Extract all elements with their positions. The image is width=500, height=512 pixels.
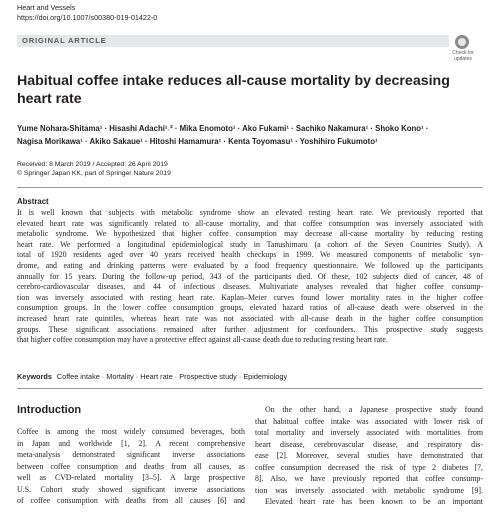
intro-right-line: total mortality and inversely associated with mortalities from xyxy=(255,428,483,437)
keywords-label: Keywords xyxy=(17,372,52,381)
check-for-updates-badge[interactable] xyxy=(450,35,476,62)
abstract-line: groups. These significant associations remained after further adjustment for confounders. This prospective study suggests xyxy=(17,324,483,334)
authors-line-2[interactable]: Nagisa Morikawa¹ · Akiko Sakaue¹ · Hitoshi Hamamura¹ · Kenta Toyomasu¹ · Yoshihiro Fukumoto¹ xyxy=(17,137,378,146)
publication-dates xyxy=(17,160,171,178)
abstract-line: annually for 15 years. During the follow-up period, 343 of the participants died. Of these, 102 subjects died of cancer, 48 of xyxy=(17,271,483,281)
intro-right-line: heart disease, cerebrovascular disease, and respiratory dis- xyxy=(255,439,483,449)
intro-right-line: 8]. Also, we have previously reported that coffee consump- xyxy=(255,474,483,483)
abstract-line: that higher coffee consumption may have a protective effect against all-cause death due to reducing resting heart rate. xyxy=(17,335,388,345)
abstract-line: metabolic syndrome. We hypothesized that higher coffee consumption may decrease all-cause mortality by reducing resting xyxy=(17,229,483,239)
author-list xyxy=(17,122,487,148)
intro-right-line: On the other hand, a Japanese prospective study found xyxy=(265,405,483,414)
intro-right-column xyxy=(255,404,483,508)
doi-link[interactable]: https://doi.org/10.1007/s00380-019-01422-0 xyxy=(17,13,158,22)
badge-line1: Check for xyxy=(452,50,474,56)
intro-left-line: in Japan and worldwide [1, 2]. A recent comprehensive xyxy=(17,438,245,448)
authors-line-1[interactable]: Yume Nohara-Shitama¹ · Hisashi Adachi¹˒² · Mika Enomoto¹ · Ako Fukami¹ · Sachiko Nakamura¹ · Shoko Kono¹ · xyxy=(17,124,429,133)
journal-name: Heart and Vessels xyxy=(17,3,76,12)
article-type-banner xyxy=(17,35,449,47)
abstract-heading: Abstract xyxy=(17,197,49,206)
divider-top xyxy=(17,187,483,188)
keywords-text: Coffee intake · Mortality · Heart rate · Prospective study · Epidemiology xyxy=(56,372,288,381)
article-title: Habitual coffee intake reduces all-cause mortality by decreasing heart rate xyxy=(17,73,450,107)
intro-right-line: Elevated heart rate has been known to be an important xyxy=(265,497,483,506)
intro-left-line: well as CVD-related mortality [3–5]. A large prospective xyxy=(17,473,245,482)
abstract-line: tion was inversely associated with resting heart rate. Kaplan–Meier curves found lower mortality rates in the higher coffee xyxy=(17,292,483,302)
intro-right-line: coffee consumption decreased the risk of type 2 diabetes [7, xyxy=(255,462,483,472)
abstract-line: heart rate. We performed a longitudinal epidemiological study in Tanushimaru (a cohort of the Seven Countries Study). A xyxy=(17,239,483,249)
abstract-line: It is well known that subjects with metabolic syndrome show an elevated resting heart rate. We previously reported that xyxy=(17,208,483,217)
intro-left-line: between coffee consumption and deaths from all causes, as xyxy=(17,461,245,471)
keywords xyxy=(17,372,287,381)
abstract-line: increased heart rate quintiles, whereas heart rate was not associated with all-cause death in the higher coffee consumption xyxy=(17,313,483,323)
divider-bottom xyxy=(17,388,483,389)
abstract-line: elevated heart rate was significantly related to all-cause mortality, and that coffee consumption was inversely associated with xyxy=(17,218,483,228)
introduction-heading: Introduction xyxy=(17,404,82,416)
abstract-line: total of 1920 residents aged over 40 years received health checkups in 1999. We measured components of metabolic syn- xyxy=(17,250,483,260)
intro-left-line: U.S. Cohort study showed significant inverse associations xyxy=(17,484,245,494)
intro-left-line: Coffee is among the most widely consumed beverages, both xyxy=(17,427,245,436)
copyright-notice: © Springer Japan KK, part of Springer Nature 2019 xyxy=(17,170,171,177)
intro-right-line: that habitual coffee intake was associated with lower risk of xyxy=(255,416,483,426)
article-type-label: ORIGINAL ARTICLE xyxy=(22,36,107,45)
badge-line2: updates xyxy=(454,56,472,62)
intro-left-line: of coffee consumption with deaths from all causes [6] and xyxy=(17,496,245,505)
intro-right-line: tion was inversely associated with metabolic syndrome [9]. xyxy=(255,485,483,495)
abstract-line: consumption groups. In the lower coffee consumption groups, elevated hazard ratios of all-cause death were observed in the xyxy=(17,303,483,313)
abstract-line: cerebro-cardiovascular diseases, and 44 of infectious diseases. Multivariate analyses revealed that higher coffee consump- xyxy=(17,282,483,292)
abstract-line: drome, and eating and drinking patterns were evaluated by a food frequency questionnaire. We followed up the participants xyxy=(17,260,483,270)
abstract-body xyxy=(17,208,483,346)
intro-right-line: ease [2]. Moreover, several studies have demonstrated that xyxy=(255,451,483,460)
intro-left-line: meta-analysis demonstrated significant inverse associations xyxy=(17,450,245,459)
intro-left-column xyxy=(17,426,245,507)
received-accepted: Received: 8 March 2019 / Accepted: 26 April 2019 xyxy=(17,161,168,168)
update-icon xyxy=(455,35,469,49)
